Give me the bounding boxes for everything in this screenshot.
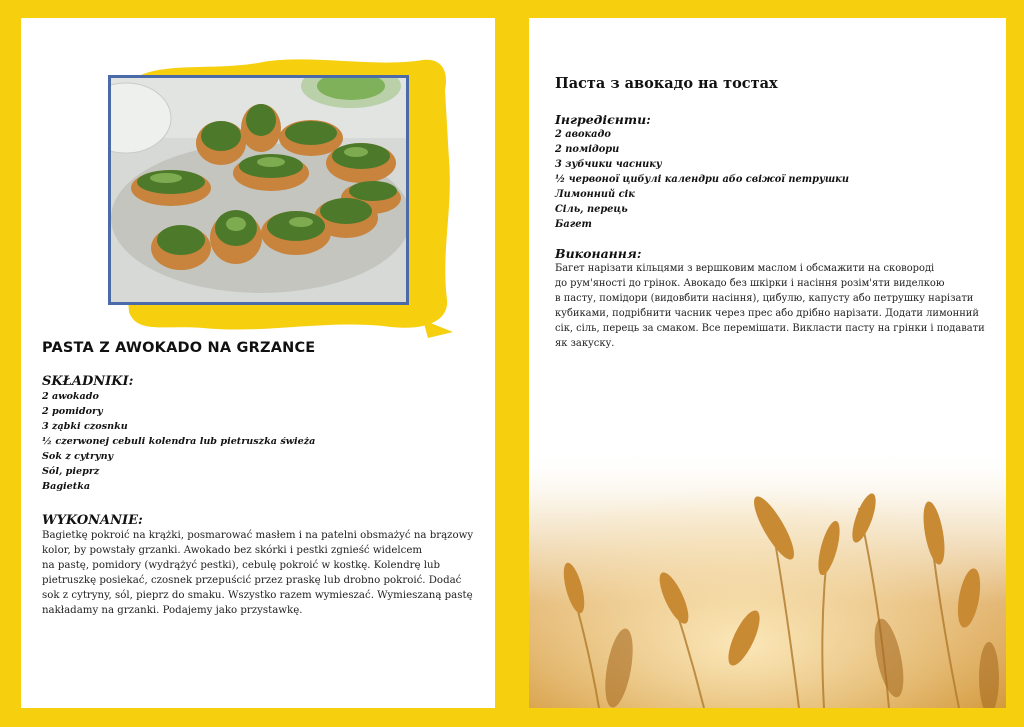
ingredients-section-pl — [42, 374, 315, 494]
right-page — [529, 18, 1006, 708]
method-line: сік, сіль, перець за смаком. Все перемішати. Викласти пасту на грінки і подавати — [555, 323, 985, 334]
list-item: Сіль, перець — [555, 204, 628, 215]
method-line: pietruszkę posiekać, czosnek przepuścić przez praskę lub drobno pokroić. Dodać — [42, 575, 462, 586]
list-item: 3 ząbki czosnku — [42, 421, 128, 432]
ingredients-list-pl — [42, 389, 315, 494]
method-line: до рум'яності до грінок. Авокадо без шкірки і насіння розім'яти виделкою — [555, 278, 945, 289]
method-line: як закуску. — [555, 338, 615, 349]
method-line: sok z cytryny, sól, pieprz do smaku. Wszystko razem wymieszać. Wymieszaną pastę — [42, 590, 473, 601]
list-item: Sól, pieprz — [42, 466, 100, 477]
list-item: Sok z cytryny — [42, 451, 114, 462]
left-page — [21, 18, 495, 708]
method-line: kolor, by powstały grzanki. Awokado bez skórki i pestki zgnieść widelcem — [42, 545, 423, 556]
ingredients-list-ua — [555, 127, 849, 232]
method-line: кубиками, подрібнити часник через прес або дрібно нарізати. Додати лимонний — [555, 308, 979, 319]
list-item: 2 awokado — [42, 391, 99, 402]
method-section-ua — [555, 246, 995, 351]
list-item: Багет — [555, 219, 592, 230]
method-heading-pl: WYKONANIE: — [42, 513, 143, 528]
method-line: nakładamy na grzanki. Podajemy jako przystawkę. — [42, 605, 303, 616]
food-photo — [108, 75, 409, 305]
recipe-title-pl: PASTA Z AWOKADO NA GRZANCE — [42, 340, 316, 356]
list-item: 2 авокадо — [555, 129, 611, 140]
ingredients-heading-pl: SKŁADNIKI: — [42, 374, 134, 389]
list-item: Лимонний сік — [555, 189, 635, 200]
list-item: ½ червоної цибулі календри або свіжої петрушки — [555, 174, 849, 185]
list-item: 3 зубчики часнику — [555, 159, 662, 170]
list-item: 2 pomidory — [42, 406, 103, 417]
ingredients-section-ua — [555, 112, 849, 232]
method-section-pl — [42, 513, 477, 618]
method-line: Bagietkę pokroić na krążki, posmarować masłem i na patelni obsmażyć na brązowy — [42, 530, 474, 541]
method-line: Багет нарізати кільцями з вершковим маслом і обсмажити на сковороді — [555, 263, 935, 274]
wheat-field-image — [529, 448, 1006, 708]
method-line: na pastę, pomidory (wydrążyć pestki), cebulę pokroić w kostkę. Kolendrę lub — [42, 560, 441, 571]
recipe-title-ua: Паста з авокадо на тостах — [555, 75, 778, 92]
method-line: в пасту, помідори (видовбити насіння), цибулю, капусту або петрушку нарізати — [555, 293, 974, 304]
ingredients-heading-ua: Інгредієнти: — [555, 112, 651, 127]
list-item: Bagietka — [42, 481, 91, 492]
list-item: ½ czerwonej cebuli kolendra lub pietruszka świeża — [42, 436, 316, 447]
method-heading-ua: Виконання: — [555, 246, 642, 261]
list-item: 2 помідори — [555, 144, 620, 155]
